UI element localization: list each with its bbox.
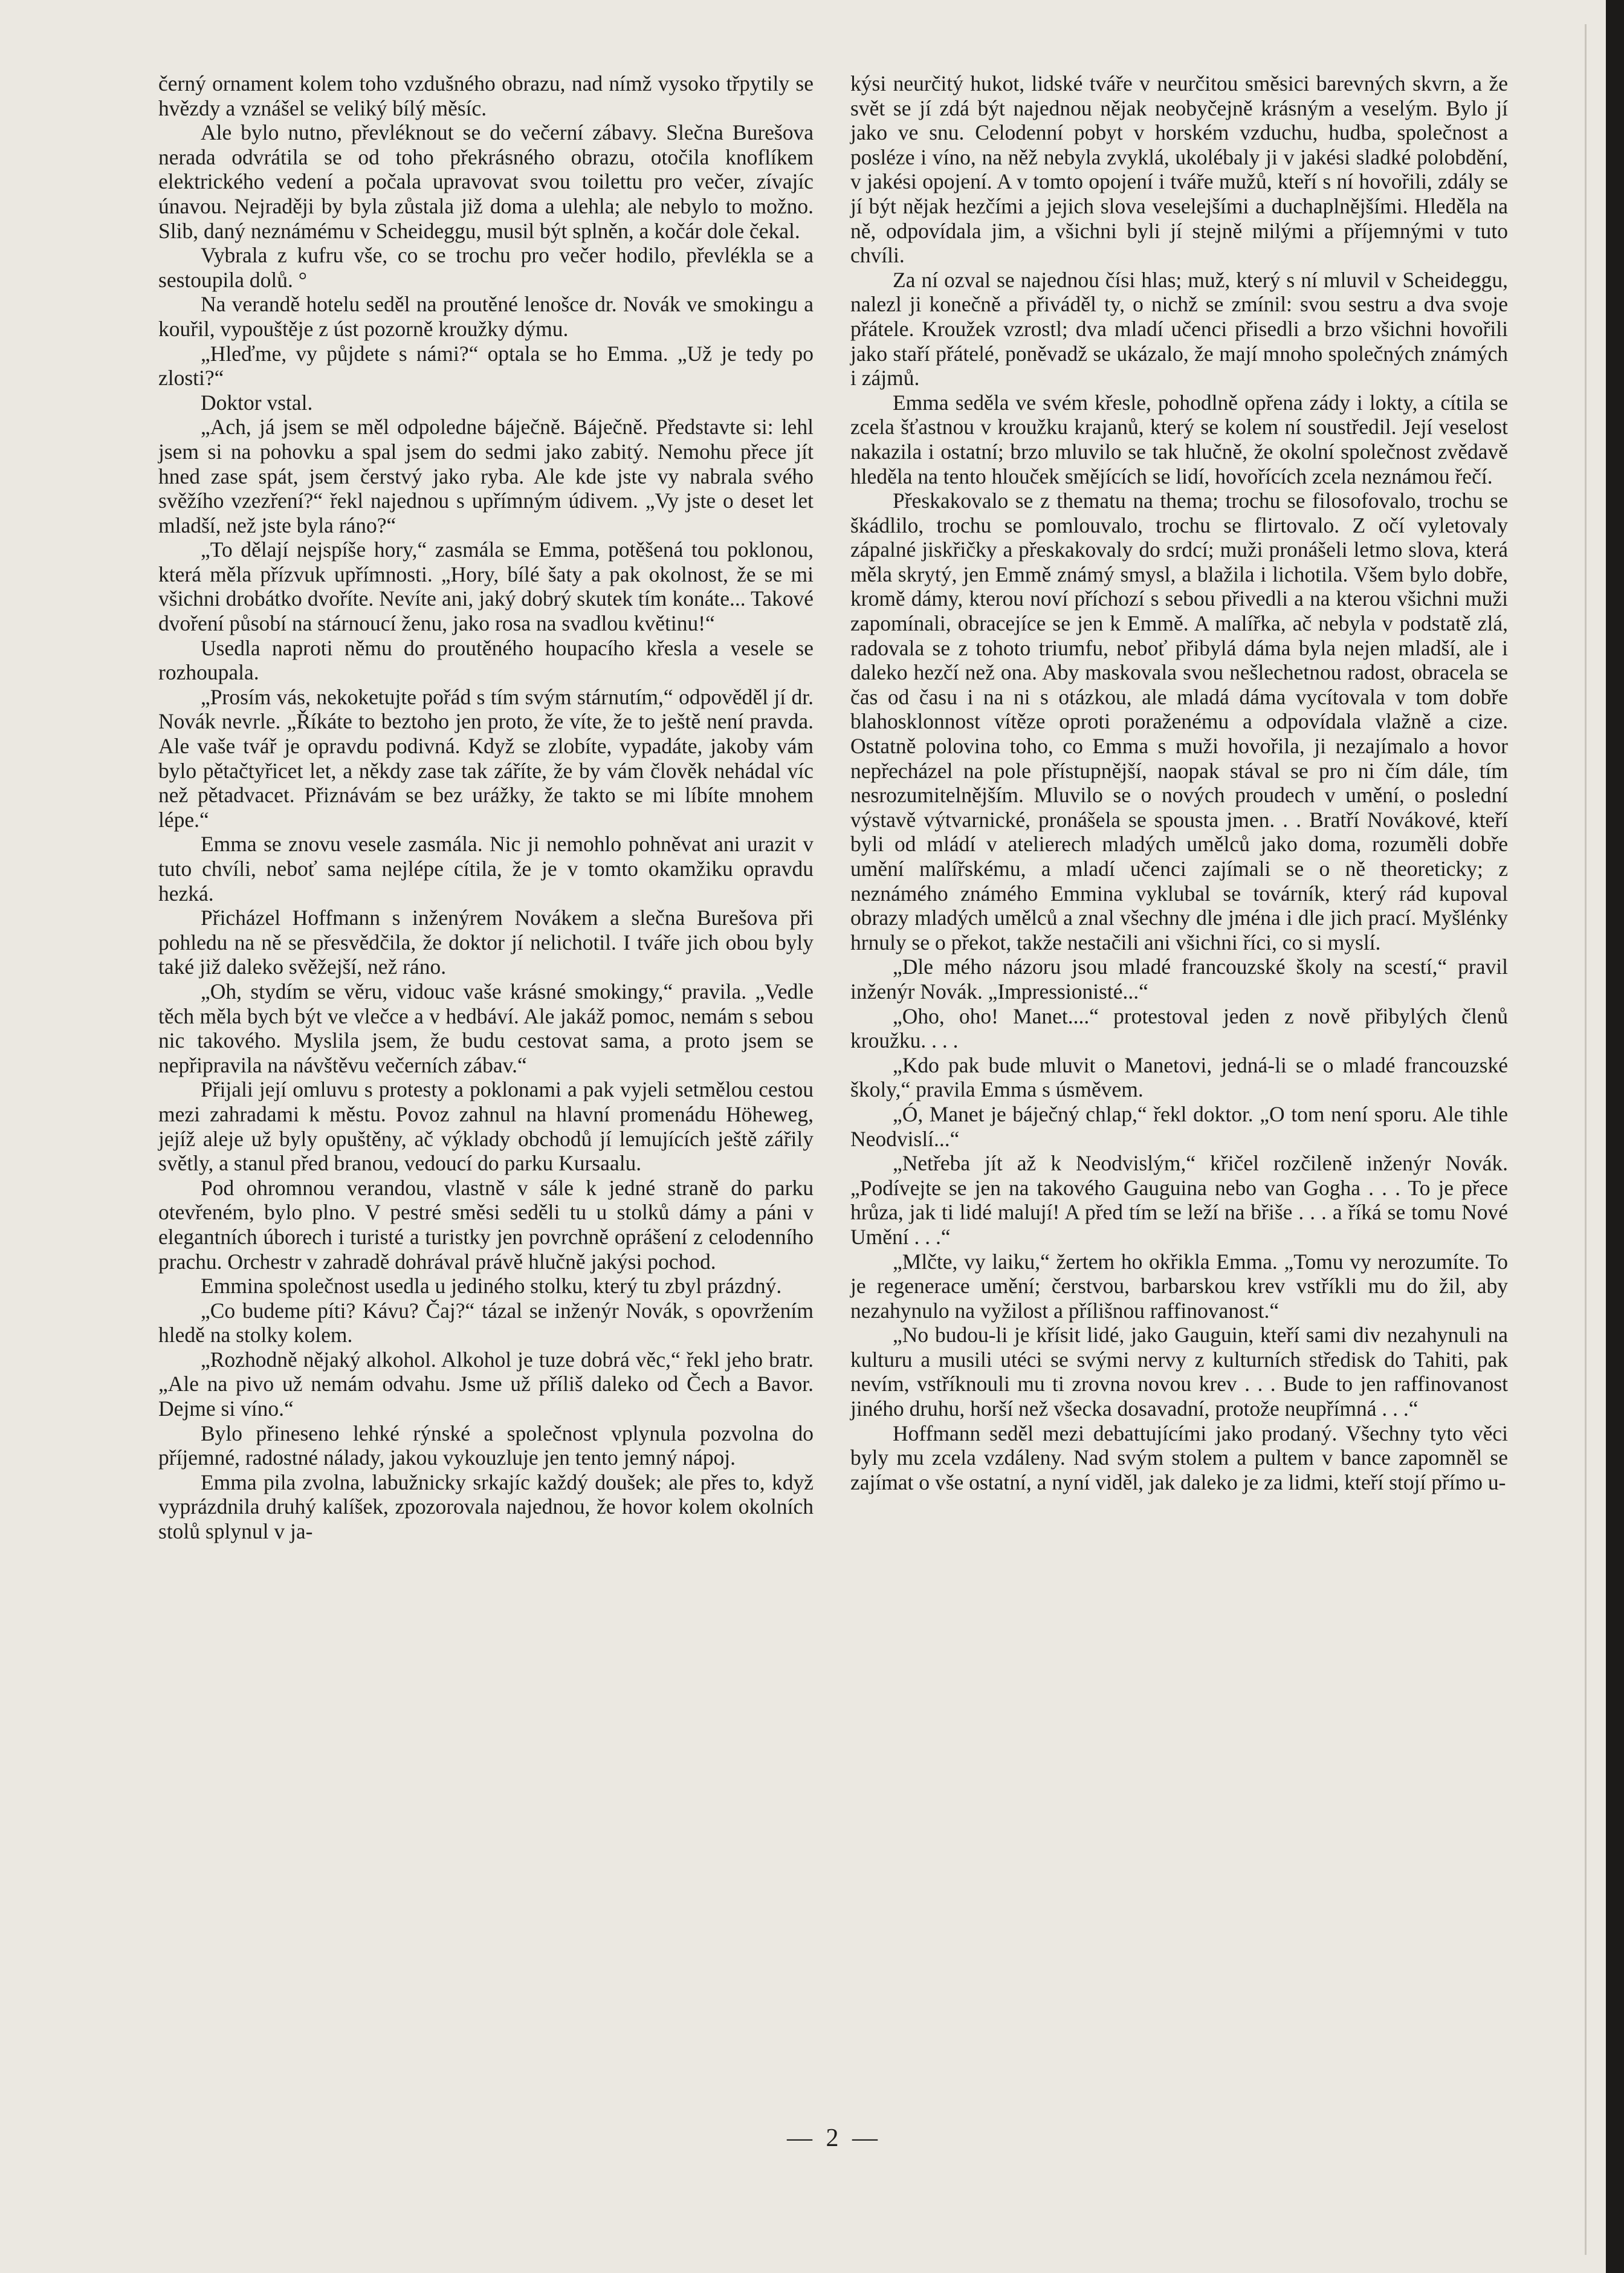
paragraph: Usedla naproti němu do proutěného houpacího křesla a vesele se rozhoupala. <box>158 635 814 685</box>
paragraph: Emma se znovu vesele zasmála. Nic ji nemohlo pohněvat ani urazit v tuto chvíli, neboť sama nejlépe cítila, že je v tomto okamžiku opravdu hezká. <box>158 832 814 906</box>
paragraph: Přijali její omluvu s protesty a poklonami a pak vyjeli setmělou cestou mezi zahradami k městu. Povoz zahnul na hlavní promenádu Höheweg, jejíž aleje už byly opuštěny, ač výklady obchodů jí lemujících ještě zářily světly, a stanul před branou, vedoucí do parku Kursaalu. <box>158 1077 814 1176</box>
paragraph: „Rozhodně nějaký alkohol. Alkohol je tuze dobrá věc,“ řekl jeho bratr. „Ale na pivo už nemám odvahu. Jsme už příliš daleko od Čech a Bavor. Dejme si víno.“ <box>158 1347 814 1421</box>
paragraph: Za ní ozval se najednou čísi hlas; muž, který s ní mluvil v Scheideggu, nalezl ji konečně a přiváděl ty, o nichž se zmínil: svou sestru a dva svoje přátele. Kroužek vzrostl; dva mladí učenci přisedli a brzo všichni hovořili jako staří přátelé, poněvadž se ukázalo, že mají mnoho společných známých i zájmů. <box>850 267 1508 391</box>
paragraph: Na verandě hotelu seděl na proutěné lenošce dr. Novák ve smokingu a kouřil, vypouštěje z úst pozorně kroužky dýmu. <box>158 292 814 341</box>
paragraph: „Oh, stydím se věru, vidouc vaše krásné smokingy,“ pravila. „Vedle těch měla bych být ve vlečce a v hedbáví. Ale jakáž pomoc, nemám s sebou nic takového. Myslila jsem, že budu cestovat sama, a proto jsem se nepřipravila na návštěvu večerních zábav.“ <box>158 979 814 1077</box>
page-number: — 2 — <box>787 2124 881 2152</box>
paragraph: „Ó, Manet je báječný chlap,“ řekl doktor. „O tom není sporu. Ale tihle Neodvislí...“ <box>850 1101 1508 1151</box>
paragraph: „Dle mého názoru jsou mladé francouzské školy na scestí,“ pravil inženýr Novák. „Impressionisté...“ <box>850 955 1508 1004</box>
paragraph: Vybrala z kufru vše, co se trochu pro večer hodilo, převlékla se a sestoupila dolů. ° <box>158 243 814 292</box>
paragraph: Přicházel Hoffmann s inženýrem Novákem a slečna Burešova při pohledu na ně se přesvědčila, že doktor jí nelichotil. I tváře jich obou byly také již daleko svěžejší, než ráno. <box>158 906 814 979</box>
paragraph: Emma seděla ve svém křesle, pohodlně opřena zády i lokty, a cítila se zcela šťastnou v kroužku krajanů, který se kolem ní soustředil. Její veselost nakazila i ostatní; brzo mluvilo se tak hlučně, že okolní společnost zvědavě hleděla na tento hlouček smějících se lidí, hovořících zcela neznámou řečí. <box>850 390 1508 488</box>
paragraph: Bylo přineseno lehké rýnské a společnost vplynula pozvolna do příjemné, radostné nálady, jakou vykouzluje jen tento jemný nápoj. <box>158 1421 814 1470</box>
paragraph: „Prosím vás, nekoketujte pořád s tím svým stárnutím,“ odpověděl jí dr. Novák nevrle. „Říkáte to beztoho jen proto, že víte, že to ještě není pravda. Ale vaše tvář je opravdu podivná. Když se zlobíte, vypadáte, jakoby vám bylo pětačtyřicet let, a někdy zase tak záříte, že by vám člověk nehádal víc než pětadvacet. Přiznávám se bez urážky, že takto se mi líbíte mnohem lépe.“ <box>158 684 814 832</box>
paragraph: „Oho, oho! Manet....“ protestoval jeden z nově přibylých členů kroužku. . . . <box>850 1004 1508 1053</box>
left-column <box>158 71 814 1544</box>
paragraph: „Netřeba jít až k Neodvislým,“ křičel rozčileně inženýr Novák. „Podívejte se jen na takového Gauguina nebo van Gogha . . . To je přece hrůza, jak ti lidé malují! A před tím se leží na břiše . . . a říká se tomu Nové Umění . . .“ <box>850 1151 1508 1249</box>
paragraph: kýsi neurčitý hukot, lidské tváře v neurčitou směsici barevných skvrn, a že svět se jí zdá být najednou nějak neobyčejně krásným a veselým. Bylo jí jako ve snu. Celodenní pobyt v horském vzduchu, hudba, společnost a posléze i víno, na něž nebyla zvyklá, ukolébaly ji v jakési sladké polobdění, v jakési opojení. A v tomto opojení i tváře mužů, kteří s ní hovořili, zdály se jí být nějak hezčími a jejich slova veselejšími a duchaplnějšími. Hleděla na ně, odpovídala jim, a všichni byli jí stejně milými a příjemnými v tuto chvíli. <box>850 71 1508 268</box>
paragraph: „Kdo pak bude mluvit o Manetovi, jedná-li se o mladé francouzské školy,“ pravila Emma s úsměvem. <box>850 1052 1508 1102</box>
paragraph: Hoffmann seděl mezi debattujícími jako prodaný. Všechny tyto věci byly mu zcela vzdáleny. Nad svým stolem a pultem v bance zapomněl se zajímat o vše ostatní, a nyní viděl, jak daleko je za lidmi, kteří stojí přímo u- <box>850 1421 1508 1494</box>
paragraph: Emmina společnost usedla u jediného stolku, který tu zbyl prázdný. <box>201 1274 782 1299</box>
right-column <box>850 71 1508 1494</box>
paragraph: „Ach, já jsem se měl odpoledne báječně. Báječně. Představte si: lehl jsem si na pohovku a spal jsem do sedmi jako zabitý. Nemohu přece jít hned zase spát, jsem čerstvý jako ryba. Ale kde jste vy nabrala svého svěžího vzezření?“ řekl najednou s upřímným údivem. „Vy jste o deset let mladší, než jste byla ráno?“ <box>158 415 814 537</box>
paragraph: „No budou-li je křísit lidé, jako Gauguin, kteří sami div nezahynuli na kulturu a musili utéci se svými nervy z kulturních středisk do Tahiti, pak nevím, vstříknouli mu ti zrovna novou krev . . . Bude to jen raffinovanost jiného druhu, horší než všecka dosavadní, protože neupřímná . . .“ <box>850 1323 1508 1421</box>
paragraph: „Hleďme, vy půjdete s námi?“ optala se ho Emma. „Už je tedy po zlosti?“ <box>158 341 814 391</box>
paragraph: „Mlčte, vy laiku,“ žertem ho okřikla Emma. „Tomu vy nerozumíte. To je regenerace umění; čerstvou, barbarskou krev vstříkli mu do žil, aby nezahynulo na vyžilost a přílišnou raffinovanost.“ <box>850 1249 1508 1323</box>
paragraph: Doktor vstal. <box>201 390 313 415</box>
paragraph: černý ornament kolem toho vzdušného obrazu, nad nímž vysoko třpytily se hvězdy a vznášel se veliký bílý měsíc. <box>158 71 814 120</box>
page-edge-line <box>1585 24 1587 2255</box>
scan-border <box>1606 0 1624 2273</box>
paragraph: „Co budeme píti? Kávu? Čaj?“ tázal se inženýr Novák, s opovržením hledě na stolky kolem. <box>158 1298 814 1347</box>
paragraph: Přeskakovalo se z thematu na thema; trochu se filosofovalo, trochu se škádlilo, trochu se pomlouvalo, trochu se flirtovalo. Z očí vyletovaly zápalné jiskřičky a přeskakovaly do srdcí; muži pronášeli letmo slova, která měla skrytý, jen Emmě známý smysl, a blažila i lichotila. Všem bylo dobře, kromě dámy, kterou noví příchozí s sebou přivedli a na kterou všichni muži zapomínali, obracejíce se jen k Emmě. A malířka, ač nebyla v podstatě zlá, radovala se z tohoto triumfu, neboť přibylá dáma byla nejen mladší, ale i daleko hezčí než ona. Aby maskovala svou nešlechetnou radost, obracela se čas od času i na ni s otázkou, ale mladá dáma vycítovala v tom dobře blahosklonnost vítěze oproti poraženému a odpovídala vlažně a cize. Ostatně polovina toho, co Emma s muži hovořila, ji nezajímalo a hovor nepřecházel na pole přístupnější, naopak stával se pro ni čím dále, tím nesrozumitelnějším. Mluvilo se o nových proudech v umění, o poslední výstavě výtvarnické, pronášela se spousta jmen. . . Bratří Novákové, kteří byli od mládí v atelierech mladých umělců jako doma, rozuměli dobře umění malířskému, a mladí učenci zajímali se o ně theoreticky; z neznámého známého Emmina vyklubal se továrník, který rád kupoval obrazy mladých umělců a znal všechny dle jména i dle jich prací. Myšlénky hrnuly se o překot, takže nestačili ani všichni říci, co si myslí. <box>850 488 1508 955</box>
paragraph: Pod ohromnou verandou, vlastně v sále k jedné straně do parku otevřeném, bylo plno. V pestré směsi seděli tu u stolků dámy a páni v elegantních úborech i turisté a turistky jen povrchně oprášení z celodenního prachu. Orchestr v zahradě dohrával právě hlučně jakýsi pochod. <box>158 1175 814 1274</box>
paragraph: Ale bylo nutno, převléknout se do večerní zábavy. Slečna Burešova nerada odvrátila se od toho překrásného obrazu, otočila knoflíkem elektrického vedení a počala upravovat svou toilettu pro večer, zívajíc únavou. Nejraději by byla zůstala již doma a ulehla; ale nebylo to možno. Slib, daný neznámému v Scheideggu, musil být splněn, a kočár dole čekal. <box>158 120 814 243</box>
paragraph: „To dělají nejspíše hory,“ zasmála se Emma, potěšená tou poklonou, která měla přízvuk upřímnosti. „Hory, bílé šaty a pak okolnost, že se mi všichni drobátko dvoříte. Nevíte ani, jaký dobrý skutek tím konáte... Takové dvoření působí na stárnoucí ženu, jako rosa na svadlou květinu!“ <box>158 537 814 636</box>
paragraph: Emma pila zvolna, labužnicky srkajíc každý doušek; ale přes to, když vyprázdnila druhý kalíšek, zpozorovala najednou, že hovor kolem okolních stolů splynul v ja- <box>158 1470 814 1544</box>
